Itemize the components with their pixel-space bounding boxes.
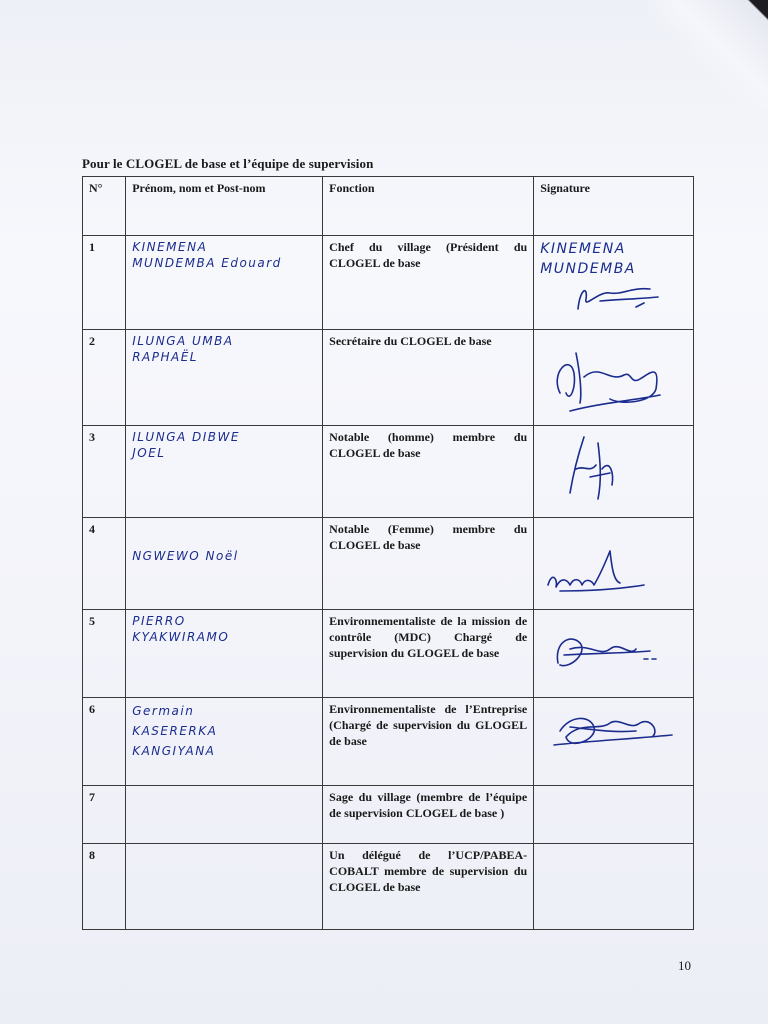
row-number: 4: [83, 518, 126, 610]
header-function: Fonction: [323, 177, 534, 236]
page-fold-corner: [648, 0, 768, 110]
signature-scribble: [540, 429, 674, 509]
row-number: 3: [83, 426, 126, 518]
row-number: 1: [83, 236, 126, 330]
signature-handwriting: KINEMENA MUNDEMBA: [540, 241, 636, 277]
handwritten-name: ILUNGA UMBA RAPHAËL: [126, 330, 323, 426]
handwritten-name: ILUNGA DIBWE JOEL: [126, 426, 323, 518]
signature-cell: [534, 698, 694, 786]
function-cell: Notable (homme) membre du CLOGEL de base: [323, 426, 534, 518]
signature-cell: [534, 330, 694, 426]
signature-cell: [534, 610, 694, 698]
header-name: Prénom, nom et Post-nom: [126, 177, 323, 236]
table-row: [83, 698, 694, 786]
handwritten-name: Germain KASERERKA KANGIYANA: [126, 698, 323, 786]
signature-scribble: [540, 279, 674, 313]
signature-cell: [534, 426, 694, 518]
handwritten-name: PIERRO KYAKWIRAMO: [126, 610, 323, 698]
signature-cell: [534, 236, 694, 330]
function-cell: Environnementaliste de la mission de contrôle (MDC) Chargé de supervision du GLOGEL de base: [323, 610, 534, 698]
row-number: 6: [83, 698, 126, 786]
function-cell: Sage du village (membre de l’équipe de supervision CLOGEL de base ): [323, 786, 534, 844]
header-no: N°: [83, 177, 126, 236]
handwritten-name: [126, 844, 323, 930]
table-row: [83, 844, 694, 930]
signature-scribble: [540, 521, 674, 601]
table-header-row: [83, 177, 694, 236]
function-cell: Environnementaliste de l’Entreprise (Chargé de supervision du GLOGEL de base: [323, 698, 534, 786]
document-heading: Pour le CLOGEL de base et l’équipe de supervision: [82, 156, 374, 171]
function-cell: Chef du village (Président du CLOGEL de base: [323, 236, 534, 330]
table-row: [83, 330, 694, 426]
table-row: [83, 786, 694, 844]
signature-cell: [534, 518, 694, 610]
handwritten-name: KINEMENA MUNDEMBA Edouard: [126, 236, 323, 330]
signature-scribble: [540, 701, 674, 777]
header-signature: Signature: [534, 177, 694, 236]
page-number: 10: [678, 958, 691, 973]
signature-cell: [534, 786, 694, 844]
row-number: 2: [83, 330, 126, 426]
table-row: [83, 426, 694, 518]
handwritten-name: NGWEWO Noël: [126, 518, 323, 610]
function-cell: Notable (Femme) membre du CLOGEL de base: [323, 518, 534, 610]
table-row: [83, 518, 694, 610]
function-cell: Un délégué de l’UCP/PABEA-COBALT membre de supervision du CLOGEL de base: [323, 844, 534, 930]
signature-scribble: [540, 613, 674, 689]
row-number: 8: [83, 844, 126, 930]
function-cell: Secrétaire du CLOGEL de base: [323, 330, 534, 426]
row-number: 5: [83, 610, 126, 698]
attendance-table: [82, 176, 694, 930]
table-row: [83, 236, 694, 330]
signature-cell: [534, 844, 694, 930]
handwritten-name: [126, 786, 323, 844]
row-number: 7: [83, 786, 126, 844]
table-row: [83, 610, 694, 698]
signature-scribble: [540, 333, 674, 417]
